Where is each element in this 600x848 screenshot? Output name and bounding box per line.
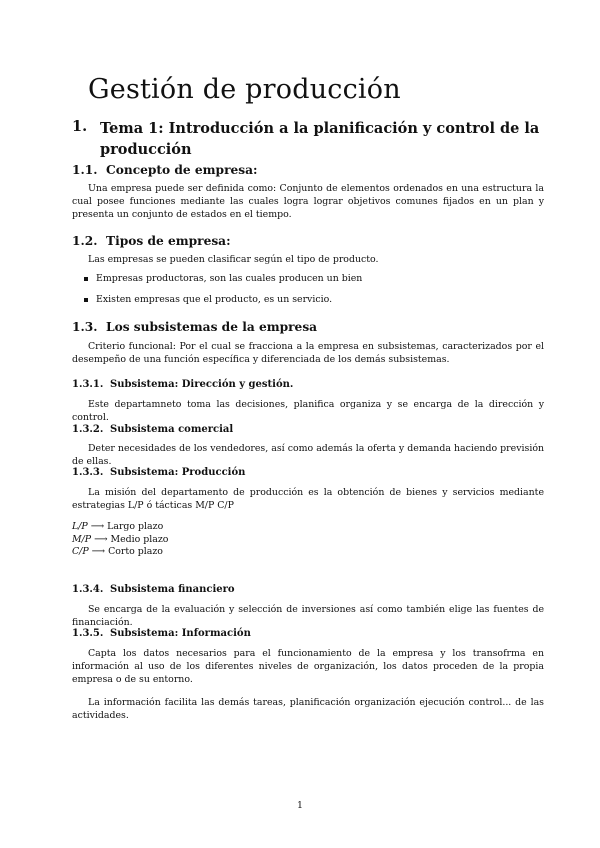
arrow-icon: ⟶ (94, 534, 108, 545)
subsection-1-1-number: 1.1. (72, 163, 98, 177)
arrow-icon: ⟶ (91, 546, 106, 557)
subsection-1-3-title: Los subsistemas de la empresa (106, 320, 318, 334)
section-1-number: 1. (72, 118, 88, 135)
term-meaning: Corto plazo (108, 546, 163, 557)
concepto-empresa-paragraph: Una empresa puede ser definida como: Conjunto de elementos ordenados en una estructura la cual posee funciones mediante las cuales logra lograr objetivos comunes fijados en un plan y presenta un conjunto de estados en el tiempo. (72, 183, 544, 220)
subsubsection-1-3-2-title: Subsistema comercial (110, 424, 234, 435)
subsubsection-1-3-1-number: 1.3.1. (72, 379, 104, 390)
term-abbr: L/P (72, 521, 88, 532)
term-meaning: Medio plazo (110, 534, 169, 545)
subsubsection-1-3-3-number: 1.3.3. (72, 467, 104, 478)
financiero-paragraph: Se encarga de la evaluación y selección de inversiones así como también elige las fuentes de financiación. (72, 604, 544, 628)
subsubsection-1-3-5-title: Subsistema: Información (110, 628, 251, 639)
subsubsection-1-3-5-number: 1.3.5. (72, 628, 104, 639)
subsubsection-1-3-2-number: 1.3.2. (72, 424, 104, 435)
list-item-text: Existen empresas que el producto, es un servicio. (96, 294, 333, 305)
subsubsection-1-3-4-title: Subsistema financiero (110, 584, 235, 595)
subsection-1-3-number: 1.3. (72, 320, 98, 334)
subsistemas-paragraph: Criterio funcional: Por el cual se fracciona a la empresa en subsistemas, caracterizados por el desempeño de una función específica y diferenciada de los demás subsistemas. (72, 341, 544, 365)
term-row (72, 546, 163, 557)
comercial-paragraph: Deter necesidades de los vendedores, así como además la oferta y demanda haciendo previsión de ellas. (72, 443, 544, 467)
term-abbr: M/P (72, 534, 92, 545)
arrow-icon: ⟶ (90, 521, 105, 532)
section-1-heading (72, 118, 544, 162)
subsubsection-1-3-1-title: Subsistema: Dirección y gestión. (110, 379, 294, 390)
produccion-paragraph: La misión del departamento de producción es la obtención de bienes y servicios mediante estrategias L/P ó tácticas M/P C/P (72, 487, 544, 511)
subsection-1-2-number: 1.2. (72, 234, 98, 248)
subsection-1-2-title: Tipos de empresa: (106, 234, 231, 248)
informacion-paragraph-2: La información facilita las demás tareas, planificación organización ejecución control... de las actividades. (72, 697, 544, 721)
page-number: 1 (297, 800, 303, 811)
bullet-icon (84, 277, 88, 281)
bullet-icon (84, 298, 88, 302)
list-item-text: Empresas productoras, son las cuales producen un bien (96, 273, 363, 284)
direccion-paragraph: Este departamneto toma las decisiones, planifica organiza y se encarga de la dirección y control. (72, 399, 544, 423)
term-abbr: C/P (72, 546, 89, 557)
tipos-empresa-paragraph: Las empresas se pueden clasificar según el tipo de producto. (88, 254, 379, 265)
subsubsection-1-3-3-title: Subsistema: Producción (110, 467, 246, 478)
term-row (72, 521, 163, 532)
term-meaning: Largo plazo (107, 521, 164, 532)
subsection-1-1-title: Concepto de empresa: (106, 163, 258, 177)
term-row (72, 534, 168, 545)
document-title: Gestión de producción (88, 74, 401, 105)
subsubsection-1-3-4-number: 1.3.4. (72, 584, 104, 595)
informacion-paragraph: Capta los datos necesarios para el funcionamiento de la empresa y los transofrma en información al uso de los diferentes niveles de organización, los datos proceden de la propia empresa o de su entorno. (72, 648, 544, 685)
section-1-title: Tema 1: Introducción a la planificación y control de la producción (100, 120, 540, 158)
